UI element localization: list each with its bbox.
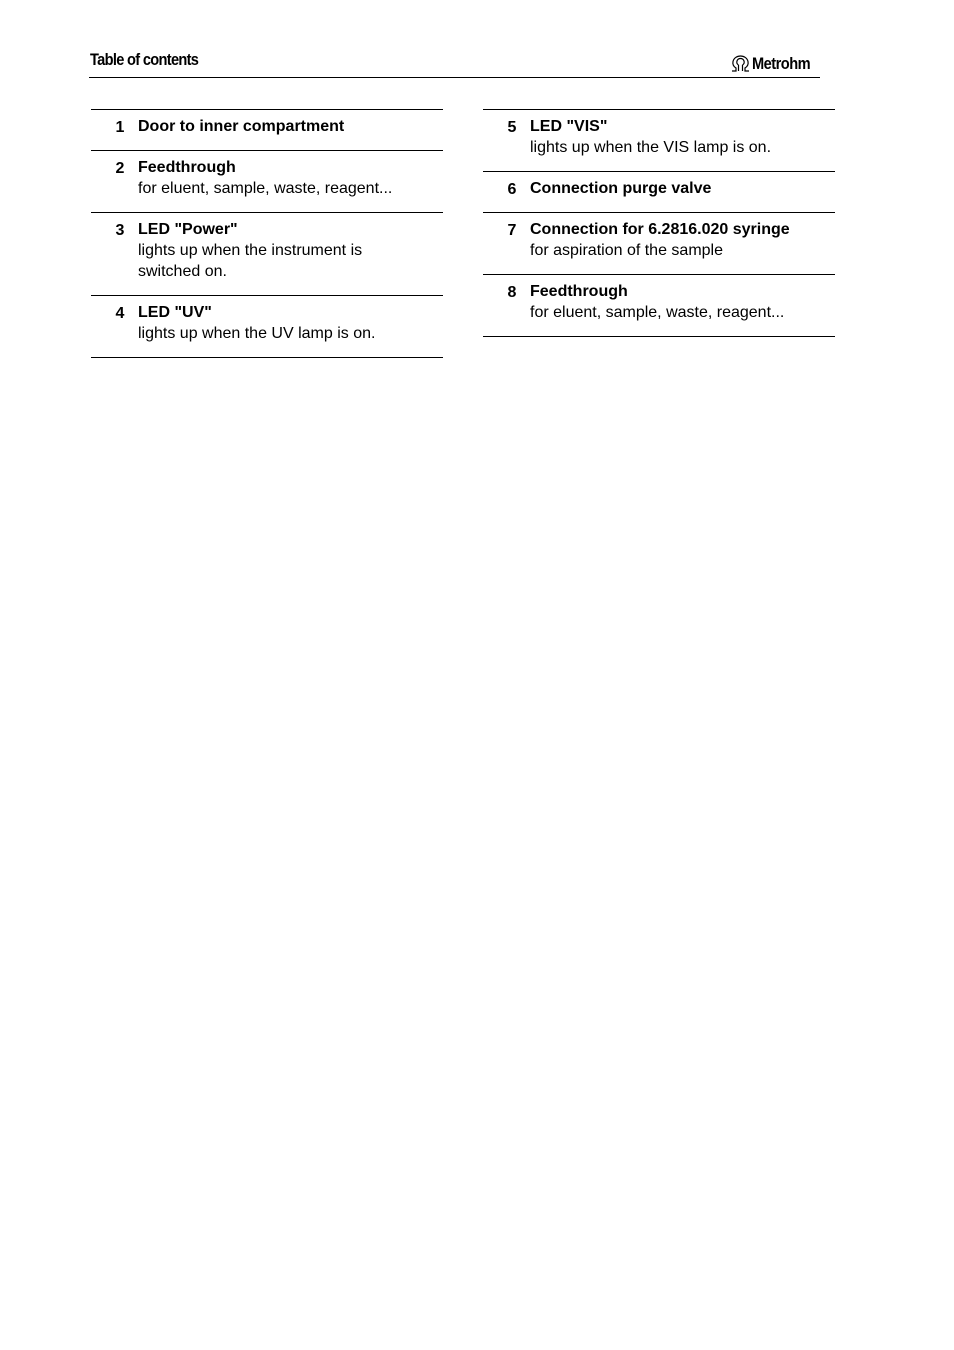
legend-number: 5 [507,119,517,136]
legend-number: 8 [507,284,517,301]
legend-item [91,212,443,295]
legend-title: LED "Power" [138,221,238,238]
legend-title: Feedthrough [138,159,236,176]
legend-number: 2 [115,160,125,177]
legend-title: Feedthrough [530,283,628,300]
legend-item [483,109,835,171]
legend-column-left [91,109,443,358]
legend-item [483,274,835,337]
legend-number: 7 [507,222,517,239]
legend-description: for eluent, sample, waste, reagent... [530,304,785,321]
metrohm-logo [730,53,820,73]
legend-item [483,171,835,212]
metrohm-omega-icon [730,55,751,73]
legend-number: 6 [507,181,517,198]
legend-item [91,295,443,358]
legend-item [91,109,443,150]
legend-description: lights up when the UV lamp is on. [138,325,376,342]
legend-description: lights up when the VIS lamp is on. [530,139,772,156]
legend-description: for aspiration of the sample [530,242,723,259]
legend-number: 1 [115,119,125,136]
legend-number: 4 [115,305,125,322]
legend-description: lights up when the instrument is switched on. [138,242,363,280]
legend-column-right [483,109,835,337]
legend-item [483,212,835,274]
page-title: Table of contents [90,50,199,69]
legend-title: Door to inner compartment [138,118,345,135]
legend-description: for eluent, sample, waste, reagent... [138,180,393,197]
legend-title: Connection for 6.2816.020 syringe [530,221,790,238]
logo-text: Metrohm [752,54,811,73]
legend-number: 3 [115,222,125,239]
legend-title: Connection purge valve [530,180,712,197]
legend-item [91,150,443,212]
page-header [89,48,820,78]
legend-title: LED "VIS" [530,118,608,135]
legend-title: LED "UV" [138,304,212,321]
